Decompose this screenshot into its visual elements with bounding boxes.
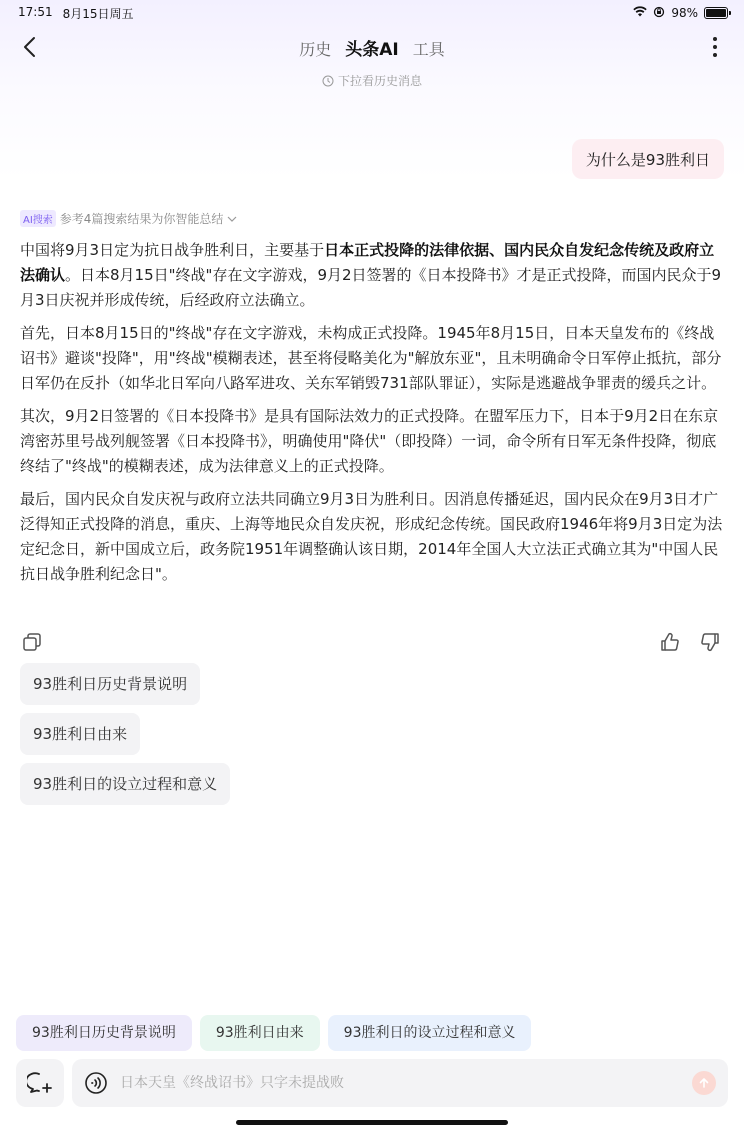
more-button[interactable]: [700, 32, 730, 62]
ai-search-meta[interactable]: [20, 210, 237, 227]
chat-input[interactable]: [120, 1075, 692, 1091]
user-message-text: 为什么是93胜利日: [585, 150, 710, 169]
new-chat-icon: [27, 1071, 53, 1095]
back-button[interactable]: [14, 32, 44, 62]
quick-chip[interactable]: 93胜利日的设立过程和意义: [328, 1015, 532, 1051]
quick-chips: [16, 1015, 531, 1051]
chevron-left-icon: [22, 36, 36, 58]
input-area: [16, 1059, 728, 1107]
status-bar: [0, 0, 744, 26]
pull-history-hint[interactable]: [0, 72, 744, 89]
wifi-icon: [633, 6, 647, 20]
thumbs-up-icon[interactable]: [660, 632, 680, 656]
orientation-lock-icon: [653, 6, 665, 21]
nav-bar: [0, 30, 744, 64]
answer-paragraph-1: 中国将9月3日定为抗日战争胜利日，主要基于日本正式投降的法律依据、国内民众自发纪念传统及政府立法确认。日本8月15日"终战"存在文字游戏，9月2日签署的《日本投降书》才是正式投降，而国内民众于9月3日庆祝并形成传统，后经政府立法确立。: [20, 241, 722, 309]
clock-icon: [322, 75, 334, 87]
ai-answer: [20, 238, 724, 595]
voice-input-icon[interactable]: [84, 1071, 108, 1095]
ai-search-summary: 参考4篇搜索结果为你智能总结: [59, 212, 224, 226]
chevron-down-icon: [227, 215, 237, 223]
home-indicator[interactable]: [236, 1120, 508, 1125]
answer-paragraph-4: 最后，国内民众自发庆祝与政府立法共同确立9月3日为胜利日。因消息传播延迟，国内民众在9月3日才广泛得知正式投降的消息，重庆、上海等地民众自发庆祝，形成纪念传统。国民政府1946年将9月3日定为法定纪念日，新中国成立后，政务院1951年调整确认该日期，2014年全国人大立法正式确立其为"中国人民抗日战争胜利纪念日"。: [20, 490, 723, 583]
new-chat-button[interactable]: [16, 1059, 64, 1107]
suggestion-item[interactable]: 93胜利日由来: [20, 713, 140, 755]
answer-highlight: 日本正式投降的法律依据、国内民众自发纪念传统及政府立法确认: [20, 241, 715, 284]
status-time: 17:51: [18, 4, 53, 19]
answer-actions: [20, 630, 724, 656]
battery-fill: [706, 9, 726, 17]
chat-input-box: [72, 1059, 728, 1107]
tab-tools[interactable]: 工具: [412, 39, 445, 59]
battery-icon: [704, 7, 728, 19]
quick-chip[interactable]: 93胜利日历史背景说明: [16, 1015, 192, 1051]
suggestion-item[interactable]: 93胜利日历史背景说明: [20, 663, 200, 705]
send-arrow-icon: [698, 1077, 710, 1089]
quick-chip[interactable]: 93胜利日由来: [200, 1015, 320, 1051]
tab-toutiao-ai[interactable]: 头条AI: [345, 39, 399, 60]
send-button[interactable]: [692, 1071, 716, 1095]
suggestion-item[interactable]: 93胜利日的设立过程和意义: [20, 763, 230, 805]
answer-paragraph-3: 其次，9月2日签署的《日本投降书》是具有国际法效力的正式投降。在盟军压力下，日本于9月2日在东京湾密苏里号战列舰签署《日本投降书》，明确使用"降伏"（即投降）一词，命令所有日军无条件投降，彻底终结了"终战"的模糊表述，成为法律意义上的正式投降。: [20, 407, 719, 475]
follow-up-suggestions: [20, 663, 230, 813]
pull-history-text: 下拉看历史消息: [337, 74, 422, 88]
answer-paragraph-2: 首先，日本8月15日的"终战"存在文字游戏，未构成正式投降。1945年8月15日，日本天皇发布的《终战诏书》避谈"投降"，用"终战"模糊表述，甚至将侵略美化为"解放东亚"，且未明确命令日军停止抵抗，部分日军仍在反扑（如华北日军向八路军进攻、关东军销毁731部队罪证），实际是逃避战争罪责的缓兵之计。: [20, 324, 722, 392]
more-vertical-icon: [712, 36, 718, 58]
tab-history[interactable]: 历史: [299, 39, 332, 59]
ai-search-badge: AI搜索: [20, 210, 56, 227]
status-date: 8月15日周五: [62, 6, 134, 21]
thumbs-down-icon[interactable]: [700, 632, 720, 656]
user-message-bubble: [572, 139, 724, 179]
battery-percent: 98%: [671, 6, 698, 20]
top-tabs: [299, 35, 445, 60]
copy-icon[interactable]: [22, 632, 42, 656]
